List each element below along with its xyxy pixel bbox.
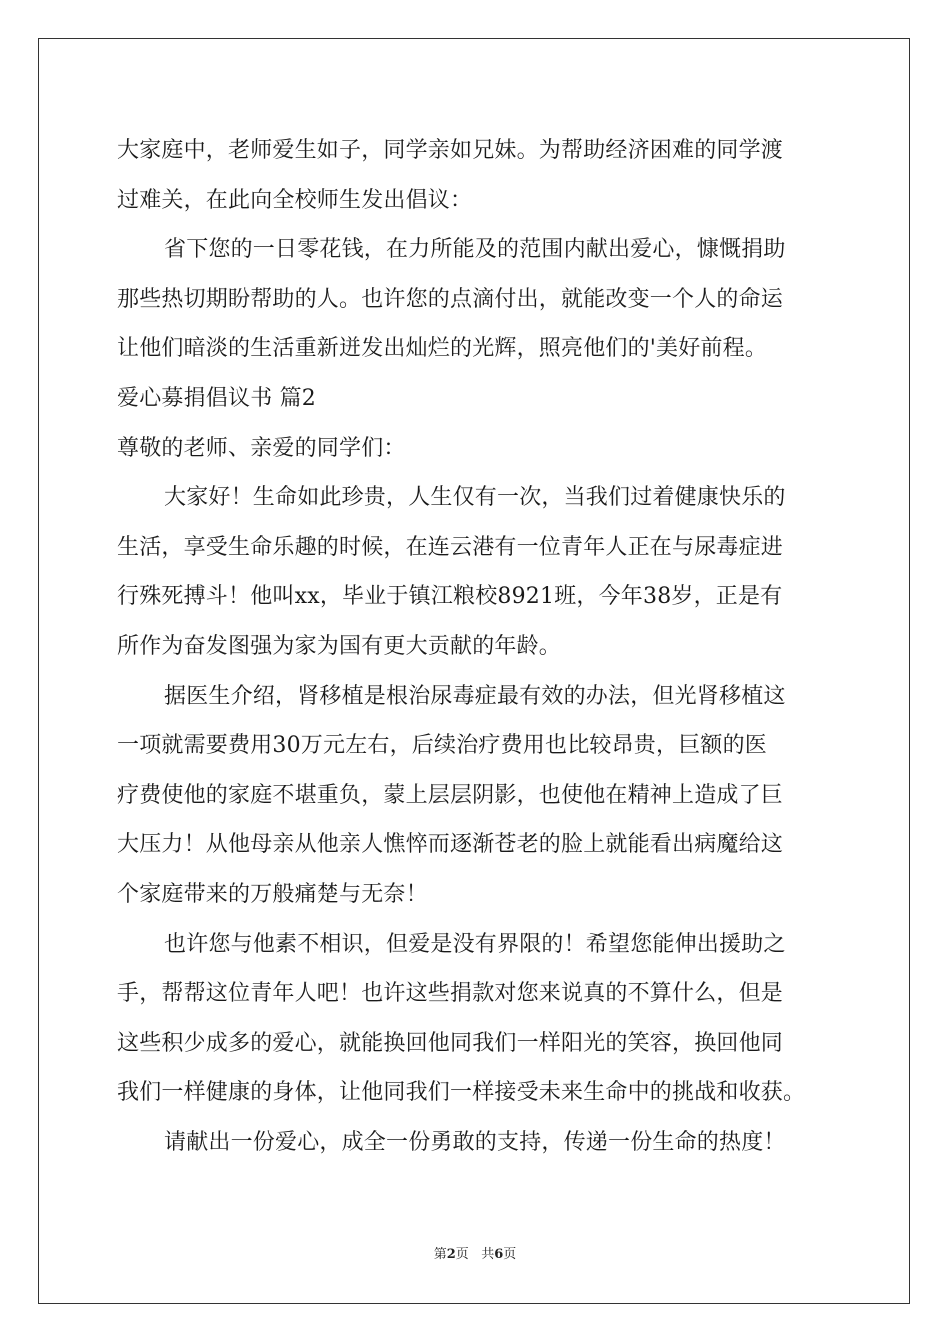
text-line: 大家好！生命如此珍贵，人生仅有一次，当我们过着健康快乐的: [164, 485, 786, 511]
text-line: 个家庭带来的万般痛楚与无奈！: [117, 881, 428, 907]
text-line: 疗费使他的家庭不堪重负，蒙上层层阴影，也使他在精神上造成了巨: [117, 782, 784, 808]
page-current: 2: [446, 1247, 456, 1262]
text-line: 请献出一份爱心，成全一份勇敢的支持，传递一份生命的热度！: [164, 1129, 786, 1155]
text-line: 那些热切期盼帮助的人。也许您的点滴付出，就能改变一个人的命运: [117, 286, 784, 312]
section-heading: 爱心募捐倡议书 篇2: [117, 385, 316, 411]
page-suffix: 页: [455, 1247, 469, 1262]
page-total: 6: [494, 1247, 504, 1262]
text-line: 我们一样健康的身体，让他同我们一样接受未来生命中的挑战和收获。: [117, 1080, 806, 1106]
text-line: 让他们暗淡的生活重新迸发出灿烂的光辉，照亮他们的'美好前程。: [117, 336, 768, 362]
text-line: 大家庭中，老师爱生如子，同学亲如兄妹。为帮助经济困难的同学渡: [117, 138, 784, 163]
text-line: 省下您的一日零花钱，在力所能及的范围内献出爱心，慷慨捐助: [164, 237, 786, 263]
total-prefix: 共: [481, 1247, 495, 1262]
page-prefix: 第: [433, 1247, 447, 1262]
text-line: 过难关，在此向全校师生发出倡议：: [117, 187, 473, 213]
text-line: 这些积少成多的爱心，就能换回他同我们一样阳光的笑容，换回他同: [117, 1030, 784, 1056]
salutation: 尊敬的老师、亲爱的同学们：: [117, 435, 406, 461]
page-footer: [0, 1243, 950, 1262]
text-line: 大压力！从他母亲从他亲人憔悴而逐渐苍老的脸上就能看出病魔给这: [117, 832, 784, 858]
total-suffix: 页: [503, 1247, 517, 1262]
text-line: 生活，享受生命乐趣的时候，在连云港有一位青年人正在与尿毒症进: [117, 534, 784, 560]
document-body: [117, 126, 835, 1167]
text-line: 所作为奋发图强为家为国有更大贡献的年龄。: [117, 633, 562, 659]
text-line: 手，帮帮这位青年人吧！也许这些捐款对您来说真的不算什么，但是: [117, 981, 784, 1007]
text-line: 一项就需要费用30万元左右，后续治疗费用也比较昂贵，巨额的医: [117, 733, 767, 759]
text-line: 据医生介绍，肾移植是根治尿毒症最有效的办法，但光肾移植这: [164, 683, 786, 709]
text-line: 也许您与他素不相识，但爱是没有界限的！希望您能伸出援助之: [164, 931, 786, 957]
text-line: 行殊死搏斗！他叫xx，毕业于镇江粮校8921班，今年38岁，正是有: [117, 584, 783, 610]
